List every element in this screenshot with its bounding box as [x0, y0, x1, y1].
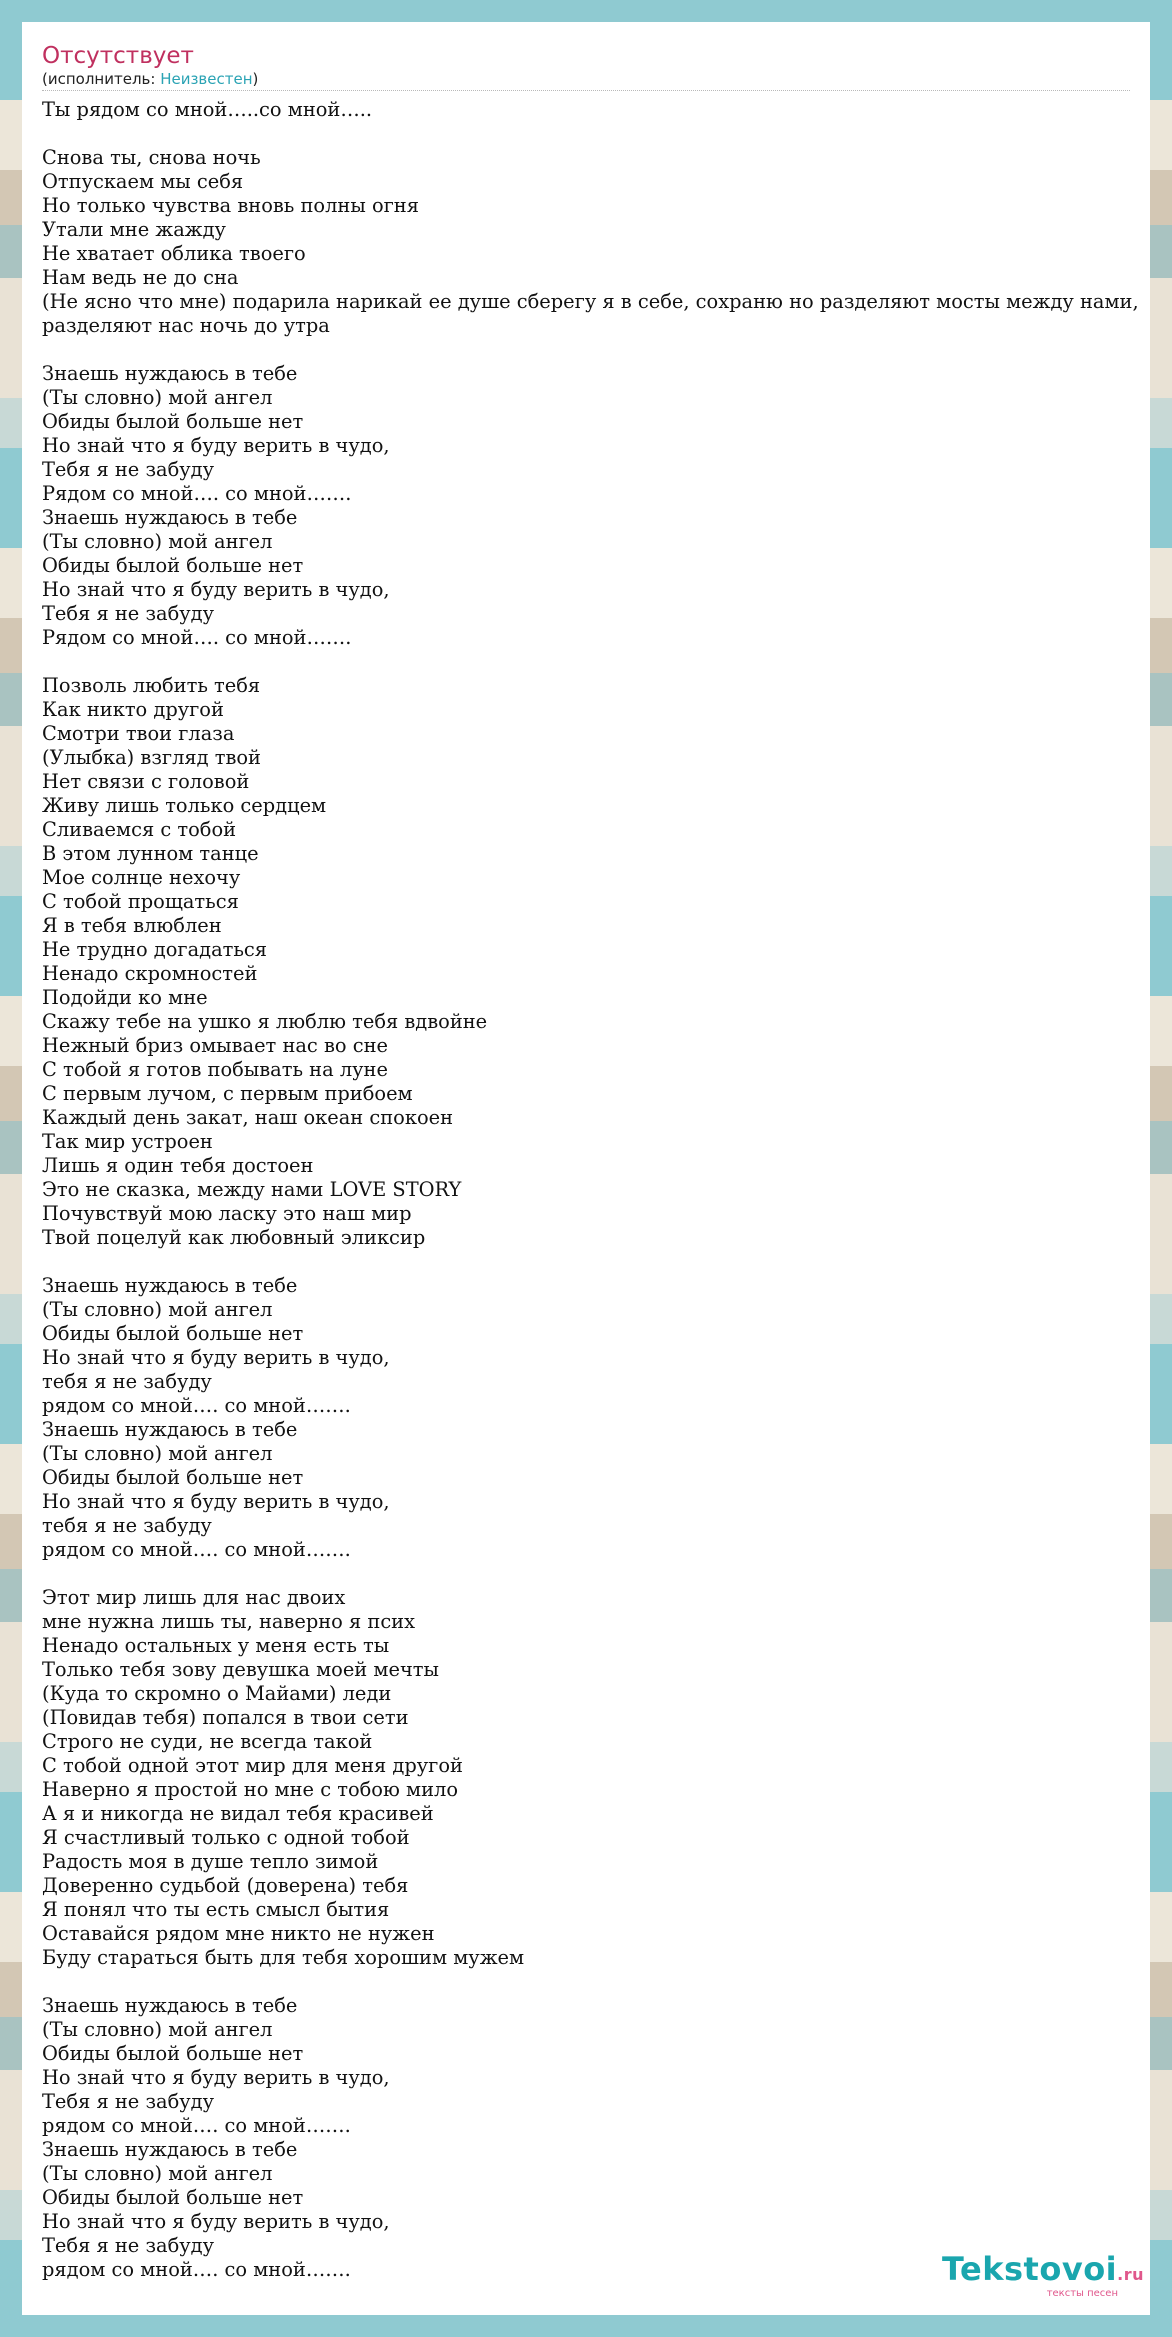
lyrics-line: Мое солнце нехочу — [42, 866, 241, 889]
lyrics-line: Знаешь нуждаюсь в тебе — [42, 362, 298, 385]
lyrics-line: Позволь любить тебя — [42, 674, 261, 697]
logo-wordmark: Tekstovoi — [941, 2250, 1118, 2288]
lyrics-line: Но знай что я буду верить в чудо, — [42, 1490, 390, 1513]
lyrics-line: Живу лишь только сердцем — [42, 794, 327, 817]
lyrics-line — [42, 1970, 1139, 1994]
lyrics-line: Это не сказка, между нами LOVE STORY — [42, 1178, 462, 1201]
lyrics-text — [42, 98, 1139, 2282]
lyrics-line: мне нужна лишь ты, наверно я псих — [42, 1610, 416, 1633]
lyrics-line: Но знай что я буду верить в чудо, — [42, 578, 390, 601]
artist-line — [42, 70, 1130, 88]
lyrics-line: Я в тебя влюблен — [42, 914, 222, 937]
artist-prefix: (исполнитель: — [42, 70, 161, 88]
lyrics-line: Тебя я не забуду — [42, 2090, 215, 2113]
lyrics-line: (Куда то скромно о Майами) леди — [42, 1682, 392, 1705]
lyrics-line: С тобой прощаться — [42, 890, 239, 913]
lyrics-line: (Повидав тебя) попался в твои сети — [42, 1706, 409, 1729]
lyrics-line: тебя я не забуду — [42, 1370, 212, 1393]
lyrics-line: Нет связи с головой — [42, 770, 250, 793]
lyrics-line: (Улыбка) взгляд твой — [42, 746, 261, 769]
lyrics-line: Доверенно судьбой (доверена) тебя — [42, 1874, 409, 1897]
lyrics-line: Знаешь нуждаюсь в тебе — [42, 1418, 298, 1441]
lyrics-line: Обиды былой больше нет — [42, 1322, 304, 1345]
lyrics-line: Этот мир лишь для нас двоих — [42, 1586, 346, 1609]
lyrics-line: Но знай что я буду верить в чудо, — [42, 2066, 390, 2089]
lyrics-line: Буду стараться быть для тебя хорошим мужем — [42, 1946, 525, 1969]
lyrics-line: Строго не суди, не всегда такой — [42, 1730, 373, 1753]
lyrics-line: Отпускаем мы себя — [42, 170, 244, 193]
lyrics-line: Снова ты, снова ночь — [42, 146, 261, 169]
lyrics-line: Рядом со мной…. со мной……. — [42, 482, 352, 505]
lyrics-line: С тобой я готов побывать на луне — [42, 1058, 388, 1081]
lyrics-line: (Ты словно) мой ангел — [42, 530, 273, 553]
lyrics-line: Радость моя в душе тепло зимой — [42, 1850, 379, 1873]
lyrics-line: Нам ведь не до сна — [42, 266, 239, 289]
lyrics-line: (Ты словно) мой ангел — [42, 2162, 273, 2185]
lyrics-line: Обиды былой больше нет — [42, 410, 304, 433]
lyrics-line: тебя я не забуду — [42, 1514, 212, 1537]
lyrics-line: Обиды былой больше нет — [42, 1466, 304, 1489]
lyrics-line: Подойди ко мне — [42, 986, 208, 1009]
lyrics-line: рядом со мной…. со мной……. — [42, 1394, 351, 1417]
artist-link[interactable]: Неизвестен — [160, 70, 253, 88]
lyrics-line: (Ты словно) мой ангел — [42, 1442, 273, 1465]
lyrics-line: Обиды былой больше нет — [42, 554, 304, 577]
lyrics-line — [42, 1250, 1139, 1274]
lyrics-line: (Не ясно что мне) подарила нарикай ее душе сберегу я в себе, сохраню но разделяют мосты между нами, — [42, 290, 1139, 313]
lyrics-line: Утали мне жажду — [42, 218, 226, 241]
lyrics-line: Тебя я не забуду — [42, 602, 215, 625]
lyrics-line — [42, 650, 1139, 674]
lyrics-line: Как никто другой — [42, 698, 224, 721]
lyrics-line: Смотри твои глаза — [42, 722, 235, 745]
lyrics-line: Знаешь нуждаюсь в тебе — [42, 2138, 298, 2161]
song-title: Отсутствует — [42, 43, 194, 69]
lyrics-line: Твой поцелуй как любовный эликсир — [42, 1226, 426, 1249]
lyrics-line: Ненадо остальных у меня есть ты — [42, 1634, 390, 1657]
lyrics-line — [42, 122, 1139, 146]
logo-tagline: тексты песен — [1046, 2288, 1118, 2299]
lyrics-line: Сливаемся с тобой — [42, 818, 237, 841]
lyrics-line: Но только чувства вновь полны огня — [42, 194, 419, 217]
lyrics-line — [42, 1562, 1139, 1586]
song-header — [42, 42, 1130, 91]
lyrics-line: Лишь я один тебя достоен — [42, 1154, 314, 1177]
lyrics-line: Но знай что я буду верить в чудо, — [42, 2210, 390, 2233]
lyrics-line: (Ты словно) мой ангел — [42, 1298, 273, 1321]
lyrics-line: Тебя я не забуду — [42, 2234, 215, 2257]
lyrics-line: Так мир устроен — [42, 1130, 213, 1153]
artist-suffix: ) — [252, 70, 259, 88]
lyrics-line: Нежный бриз омывает нас во сне — [42, 1034, 388, 1057]
lyrics-line: разделяют нас ночь до утра — [42, 314, 330, 337]
lyrics-line: Скажу тебе на ушко я люблю тебя вдвойне — [42, 1010, 488, 1033]
logo-tld: .ru — [1117, 2265, 1144, 2284]
lyrics-line — [42, 338, 1139, 362]
site-logo[interactable] — [942, 2252, 1144, 2299]
lyrics-line: Я понял что ты есть смысл бытия — [42, 1898, 390, 1921]
lyrics-line: Каждый день закат, наш океан спокоен — [42, 1106, 454, 1129]
lyrics-line: (Ты словно) мой ангел — [42, 386, 273, 409]
lyrics-line: Знаешь нуждаюсь в тебе — [42, 1994, 298, 2017]
lyrics-card — [22, 22, 1150, 2315]
lyrics-line: Я счастливый только с одной тобой — [42, 1826, 410, 1849]
lyrics-line: рядом со мной…. со мной……. — [42, 2258, 351, 2281]
lyrics-line: Почувствуй мою ласку это наш мир — [42, 1202, 412, 1225]
lyrics-line: В этом лунном танце — [42, 842, 259, 865]
lyrics-line: Но знай что я буду верить в чудо, — [42, 1346, 390, 1369]
lyrics-line: рядом со мной…. со мной……. — [42, 1538, 351, 1561]
lyrics-line: А я и никогда не видал тебя красивей — [42, 1802, 434, 1825]
lyrics-line: (Ты словно) мой ангел — [42, 2018, 273, 2041]
lyrics-line: Только тебя зову девушка моей мечты — [42, 1658, 439, 1681]
lyrics-line: Не хватает облика твоего — [42, 242, 306, 265]
lyrics-line: Оставайся рядом мне никто не нужен — [42, 1922, 435, 1945]
lyrics-line: С первым лучом, с первым прибоем — [42, 1082, 413, 1105]
lyrics-line: Обиды былой больше нет — [42, 2186, 304, 2209]
lyrics-line: Наверно я простой но мне с тобою мило — [42, 1778, 459, 1801]
lyrics-line: Рядом со мной…. со мной……. — [42, 626, 352, 649]
lyrics-line: Ненадо скромностей — [42, 962, 258, 985]
lyrics-line: Обиды былой больше нет — [42, 2042, 304, 2065]
lyrics-line: рядом со мной…. со мной……. — [42, 2114, 351, 2137]
lyrics-line: Но знай что я буду верить в чудо, — [42, 434, 390, 457]
lyrics-line: Знаешь нуждаюсь в тебе — [42, 1274, 298, 1297]
lyrics-line: С тобой одной этот мир для меня другой — [42, 1754, 463, 1777]
lyrics-line: Ты рядом со мной…..со мной….. — [42, 98, 373, 121]
lyrics-line: Знаешь нуждаюсь в тебе — [42, 506, 298, 529]
lyrics-line: Тебя я не забуду — [42, 458, 215, 481]
lyrics-line: Не трудно догадаться — [42, 938, 268, 961]
